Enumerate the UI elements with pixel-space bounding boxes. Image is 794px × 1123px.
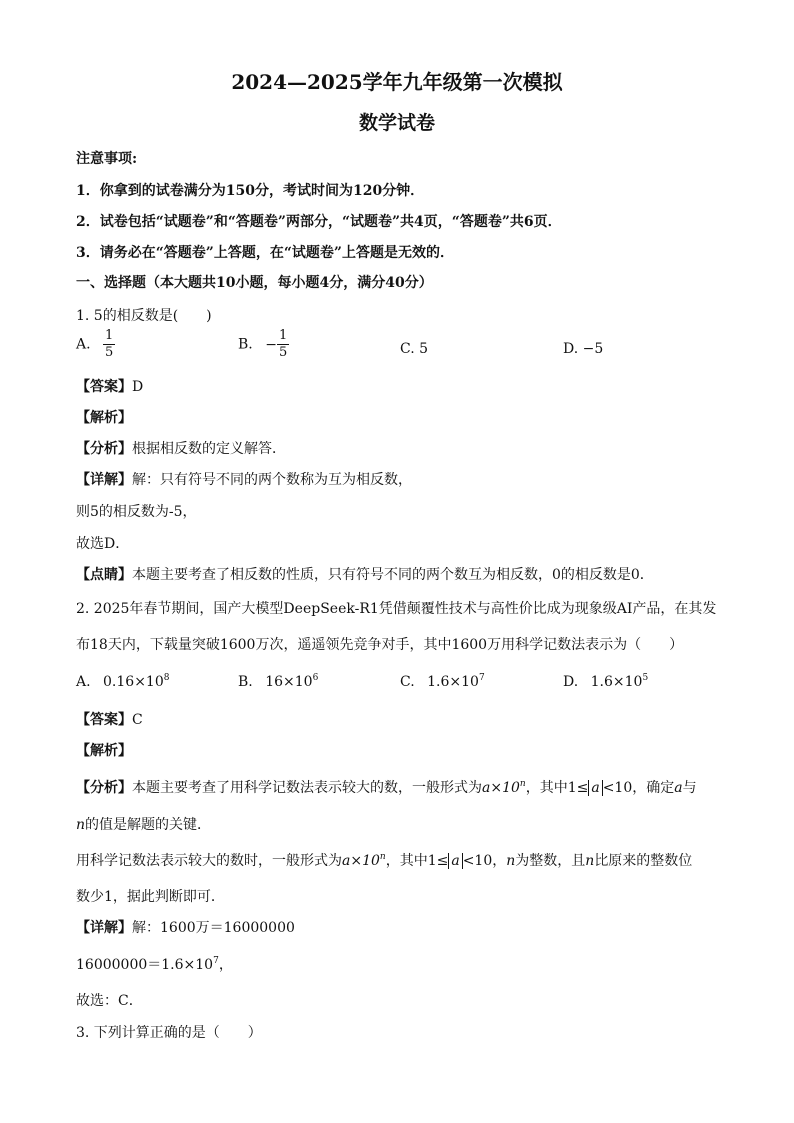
- q1-fenxi-text: 根据相反数的定义解答．: [132, 441, 286, 457]
- q1-comment-text: 本题主要考查了相反数的性质，只有符号不同的两个数互为相反数，0的相反数是0．: [132, 567, 654, 583]
- q2-fenxi-line-2-text: 的值是解题的关键．: [85, 817, 212, 833]
- q2-fenxi-line-2: [76, 814, 211, 834]
- q1-option-b: [238, 328, 289, 361]
- notes-item-1: 1．你拿到的试卷满分为150分，考试时间为120分钟．: [76, 183, 425, 199]
- q1-answer: [76, 376, 143, 396]
- q2-analysis-tag: 【解析】: [76, 743, 132, 759]
- q2-option-a-exponent: 8: [163, 673, 170, 683]
- q2-option-c-exponent: 7: [478, 673, 485, 683]
- q1-option-b-label: B.: [238, 336, 253, 353]
- q2-option-b-base: 16×10: [265, 674, 313, 690]
- q1-option-b-sign: −: [265, 336, 277, 353]
- q1-option-a-label: A.: [76, 336, 91, 353]
- q1-option-b-fraction: [277, 328, 289, 361]
- q1-line-2: 则5的相反数为-5，: [76, 504, 197, 520]
- q2-fenxi-formula-exponent: n: [519, 779, 526, 789]
- q2-option-d-label: D.: [563, 674, 579, 690]
- q2-answer-value: C: [132, 712, 143, 728]
- q2-option-d-base: 1.6×10: [590, 674, 643, 690]
- q2-fenxi-text-c: <10，确定: [602, 780, 675, 796]
- q2-fenxi-line-1: [76, 777, 697, 797]
- q1-analysis-tag: 【解析】: [76, 410, 132, 426]
- q2-method-formula-exponent: n: [379, 852, 386, 862]
- q1-option-a-numerator: 1: [105, 328, 114, 343]
- q2-option-c-base: 1.6×10: [427, 674, 479, 690]
- q2-option-b: [238, 673, 318, 690]
- exam-title: 2024—2025学年九年级第一次模拟: [231, 70, 563, 94]
- q2-choose: 故选：C．: [76, 993, 143, 1009]
- q2-stem-line-1: 2. 2025年春节期间，国产大模型DeepSeek-R1凭借颠覆性技术与高性价比成为现象级AI产品，在其发: [76, 601, 717, 617]
- q2-method-abs-value: a: [448, 853, 462, 869]
- q2-method-formula: a×10: [342, 853, 380, 869]
- q2-method-text-b: ，其中1≤: [385, 853, 449, 869]
- q2-fenxi-variable-a: a: [674, 780, 683, 796]
- q2-method-text-a: 用科学记数法表示较大的数时，一般形式为: [76, 853, 342, 869]
- q2-method-text-e: 比原来的整数位: [594, 853, 693, 869]
- q2-method-text-c: <10，: [462, 853, 507, 869]
- q1-option-a-fraction: [103, 328, 115, 361]
- q1-option-b-numerator: 1: [278, 328, 288, 343]
- notes-item-2: 2．试卷包括“试题卷”和“答题卷”两部分，“试题卷”共4页，“答题卷”共6页．: [76, 214, 562, 230]
- q1-answer-tag: 【答案】: [76, 379, 132, 395]
- q2-fenxi-tag: 【分析】: [76, 780, 132, 796]
- q2-option-a-base: 0.16×10: [103, 674, 164, 690]
- section-heading: 一、选择题（本大题共10小题，每小题4分，满分40分）: [76, 275, 433, 291]
- q2-calculation-base: 16000000＝1.6×10: [76, 957, 214, 973]
- q2-method-text-d: 为整数，且: [515, 853, 586, 869]
- q1-detail-tag: 【详解】: [76, 472, 132, 488]
- q1-option-c: C. 5: [400, 341, 429, 357]
- q1-detail-text: 解：只有符号不同的两个数称为互为相反数，: [132, 472, 412, 488]
- q2-option-c: [400, 673, 485, 690]
- q2-option-d-exponent: 5: [642, 673, 649, 683]
- q2-option-a: [76, 673, 169, 690]
- q2-option-d: [563, 673, 648, 690]
- q2-method-line-2: 数少1，据此判断即可．: [76, 889, 225, 905]
- q1-option-b-denominator: 5: [278, 345, 288, 360]
- q2-method-variable-n-2: n: [585, 853, 595, 869]
- q1-comment: [76, 564, 654, 584]
- q2-method-line-1: [76, 850, 692, 870]
- q2-detail: [76, 917, 295, 937]
- q2-detail-tag: 【详解】: [76, 920, 132, 936]
- q2-calculation-end: ，: [218, 957, 233, 973]
- q1-option-d: D. −5: [563, 341, 604, 357]
- q2-fenxi-text-d: 与: [682, 780, 697, 796]
- q1-stem: 1. 5的相反数是( ): [76, 308, 212, 324]
- q2-answer-tag: 【答案】: [76, 712, 132, 728]
- q1-comment-tag: 【点睛】: [76, 567, 132, 583]
- q1-fenxi-tag: 【分析】: [76, 441, 132, 457]
- q2-fenxi-abs-value: a: [588, 780, 602, 796]
- notes-item-3: 3．请务必在“答题卷”上答题，在“试题卷”上答题是无效的．: [76, 245, 454, 261]
- q2-fenxi-variable-n: n: [76, 817, 86, 833]
- q1-line-3: 故选D．: [76, 536, 130, 552]
- q2-option-c-label: C.: [400, 674, 415, 690]
- q2-method-variable-n: n: [506, 853, 516, 869]
- q2-option-a-label: A.: [76, 674, 91, 690]
- q1-fenxi: [76, 438, 286, 458]
- q2-stem-line-2: 布18天内，下载量突破1600万次，遥遥领先竞争对手，其中1600万用科学记数法表示为（ ）: [76, 637, 684, 653]
- q2-fenxi-text-a: 本题主要考查了用科学记数法表示较大的数，一般形式为: [132, 780, 482, 796]
- q1-option-a-denominator: 5: [105, 345, 114, 360]
- q2-detail-text: 解：1600万＝16000000: [132, 920, 295, 936]
- notes-heading: 注意事项:: [76, 151, 138, 167]
- q2-answer: [76, 709, 143, 729]
- q1-detail: [76, 469, 412, 489]
- q1-answer-value: D: [132, 379, 144, 395]
- q2-calculation: [76, 954, 233, 974]
- exam-subtitle: 数学试卷: [358, 112, 435, 134]
- q2-fenxi-formula: a×10: [482, 780, 520, 796]
- q2-calculation-exponent: 7: [213, 956, 219, 966]
- q2-option-b-exponent: 6: [312, 673, 319, 683]
- q2-fenxi-text-b: ，其中1≤: [525, 780, 589, 796]
- q1-option-a: [76, 328, 115, 361]
- q3-stem: 3. 下列计算正确的是（ ）: [76, 1025, 262, 1041]
- q2-option-b-label: B.: [238, 674, 253, 690]
